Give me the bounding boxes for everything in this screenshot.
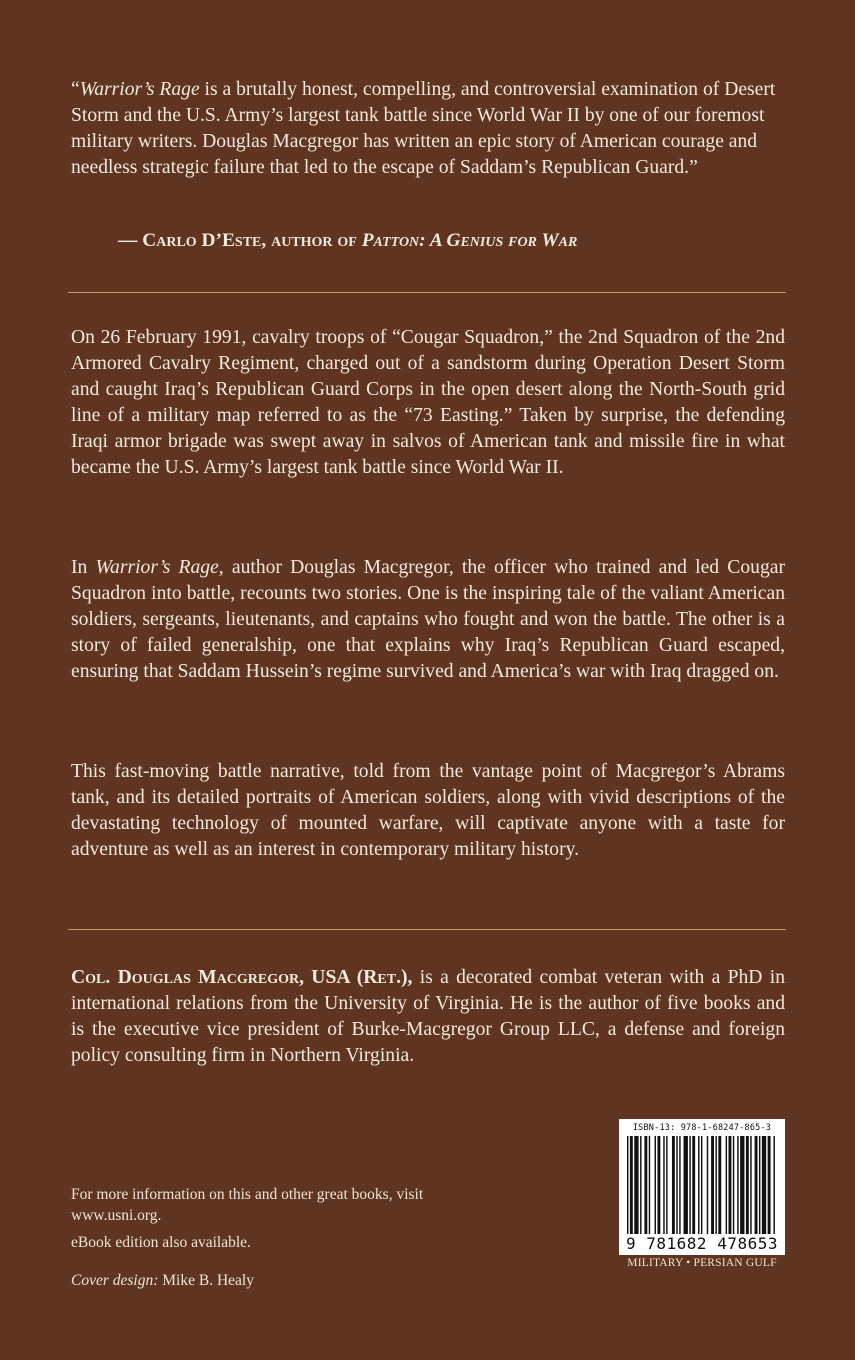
barcode-bar xyxy=(640,1136,641,1234)
divider-top xyxy=(68,292,786,293)
barcode-bar xyxy=(698,1136,699,1234)
barcode-bar xyxy=(634,1136,638,1234)
barcode-bar xyxy=(689,1136,690,1234)
barcode-bar xyxy=(649,1136,650,1234)
barcode-bar xyxy=(672,1136,675,1234)
barcode-bar xyxy=(684,1136,688,1234)
attribution-prefix: — Carlo D’Este, author of xyxy=(118,230,362,251)
endorsement-text xyxy=(71,77,785,181)
barcode-bar xyxy=(627,1136,628,1234)
author-name: Col. Douglas Macgregor, USA (Ret.), xyxy=(71,967,413,988)
endorsement-book-title: Warrior’s Rage xyxy=(79,79,200,100)
description-paragraph-3 xyxy=(71,759,785,863)
barcode-bar xyxy=(630,1136,633,1234)
divider-bottom xyxy=(68,929,786,930)
barcode-bar xyxy=(663,1136,664,1234)
barcode-bar xyxy=(737,1136,738,1234)
barcode-bar xyxy=(692,1136,695,1234)
barcode-bar xyxy=(701,1136,702,1234)
more-info-text: For more information on this and other great books, visit www.usni.org. xyxy=(71,1186,424,1224)
attribution-book: Patton: A Genius for War xyxy=(361,230,578,251)
barcode-bar xyxy=(657,1136,660,1234)
description-text-1: On 26 February 1991, cavalry troops of “Cougar Squadron,” the 2nd Squadron of the 2nd Armored Cavalry Regiment, charged out of a sandstorm during Operation Desert Storm and caught Iraq’s Republican Guard Corps in the open desert along the North-South grid line of a military map referred to as the “73 Easting.” Taken by surprise, the defending Iraqi armor brigade was swept away in salvos of American tank and missile fire in what became the U.S. Army’s largest tank battle since World War II. xyxy=(71,327,785,478)
barcode-bar xyxy=(666,1136,667,1234)
endorsement-quote xyxy=(71,77,785,181)
cover-credit-label: Cover design: xyxy=(71,1272,159,1289)
quote-open-mark: “ xyxy=(71,79,80,100)
isbn-label: ISBN-13: 978-1-68247-865-3 xyxy=(632,1123,772,1133)
endorsement-body: is a brutally honest, compelling, and controversial examination of Desert Storm and the U.S. Army’s largest tank battle since World War II by one of our foremost military writers. Douglas Macgregor has written an epic story of American courage and needless strategic failure that led to the escape of Saddam’s Republican Guard.” xyxy=(71,79,776,178)
barcode-bar xyxy=(746,1136,749,1234)
barcode-bar xyxy=(655,1136,656,1234)
barcode-bar xyxy=(762,1136,766,1234)
barcode-bars xyxy=(627,1136,777,1234)
description-text-2 xyxy=(71,555,785,685)
barcode-bar xyxy=(711,1136,714,1234)
barcode-bar xyxy=(768,1136,771,1234)
barcode-bar xyxy=(773,1136,774,1234)
para2-lead: In xyxy=(71,557,96,578)
barcode-bar xyxy=(679,1136,680,1234)
barcode-bar xyxy=(676,1136,677,1234)
barcode-bar xyxy=(715,1136,716,1234)
barcode-bar xyxy=(750,1136,751,1234)
description-paragraph-2 xyxy=(71,555,785,685)
barcode-bar xyxy=(707,1136,708,1234)
ebook-note: eBook edition also available. xyxy=(71,1234,251,1251)
description-text-3: This fast-moving battle narrative, told from the vantage point of Macgregor’s Abrams tank, and its detailed portraits of American soldiers, along with vivid descriptions of the devastating technology of mounted warfare, will captivate anyone with a taste for adventure as well as an interest in contemporary military history. xyxy=(71,761,785,860)
author-bio-body: is a decorated combat veteran with a PhD in international relations from the University of Virginia. He is the author of five books and is the executive vice president of Burke-Macgregor Group LLC, a defense and foreign policy consulting firm in Northern Virginia. xyxy=(71,967,785,1066)
barcode-bar xyxy=(759,1136,760,1234)
endorsement-attribution xyxy=(118,230,577,252)
author-bio-text xyxy=(71,965,785,1069)
barcode-bar xyxy=(718,1136,721,1234)
barcode-bar xyxy=(755,1136,758,1234)
barcode-bar xyxy=(740,1136,744,1234)
category-label: MILITARY • PERSIAN GULF xyxy=(627,1257,777,1269)
author-bio xyxy=(71,965,785,1069)
barcode-bar xyxy=(729,1136,732,1234)
cover-credit-name: Mike B. Healy xyxy=(158,1272,254,1289)
barcode-bar xyxy=(644,1136,647,1234)
barcode-bar xyxy=(726,1136,727,1234)
cover-credit xyxy=(71,1270,254,1291)
para2-book-title: Warrior’s Rage xyxy=(95,557,219,578)
description-paragraph-1 xyxy=(71,325,785,481)
isbn-digits: 9 781682 478653 xyxy=(626,1234,778,1253)
para2-rest: , author Douglas Macgregor, the officer who trained and led Cougar Squadron into battle, recounts two stories. One is the inspiring tale of the valiant American soldiers, sergeants, lieutenants, and captains who fought and won the battle. The other is a story of failed generalship, one that explains why Iraq’s Republican Guard escaped, ensuring that Saddam Hussein’s regime survived and America’s war with Iraq dragged on. xyxy=(71,557,785,682)
barcode-bar xyxy=(733,1136,734,1234)
isbn-barcode xyxy=(619,1119,785,1255)
